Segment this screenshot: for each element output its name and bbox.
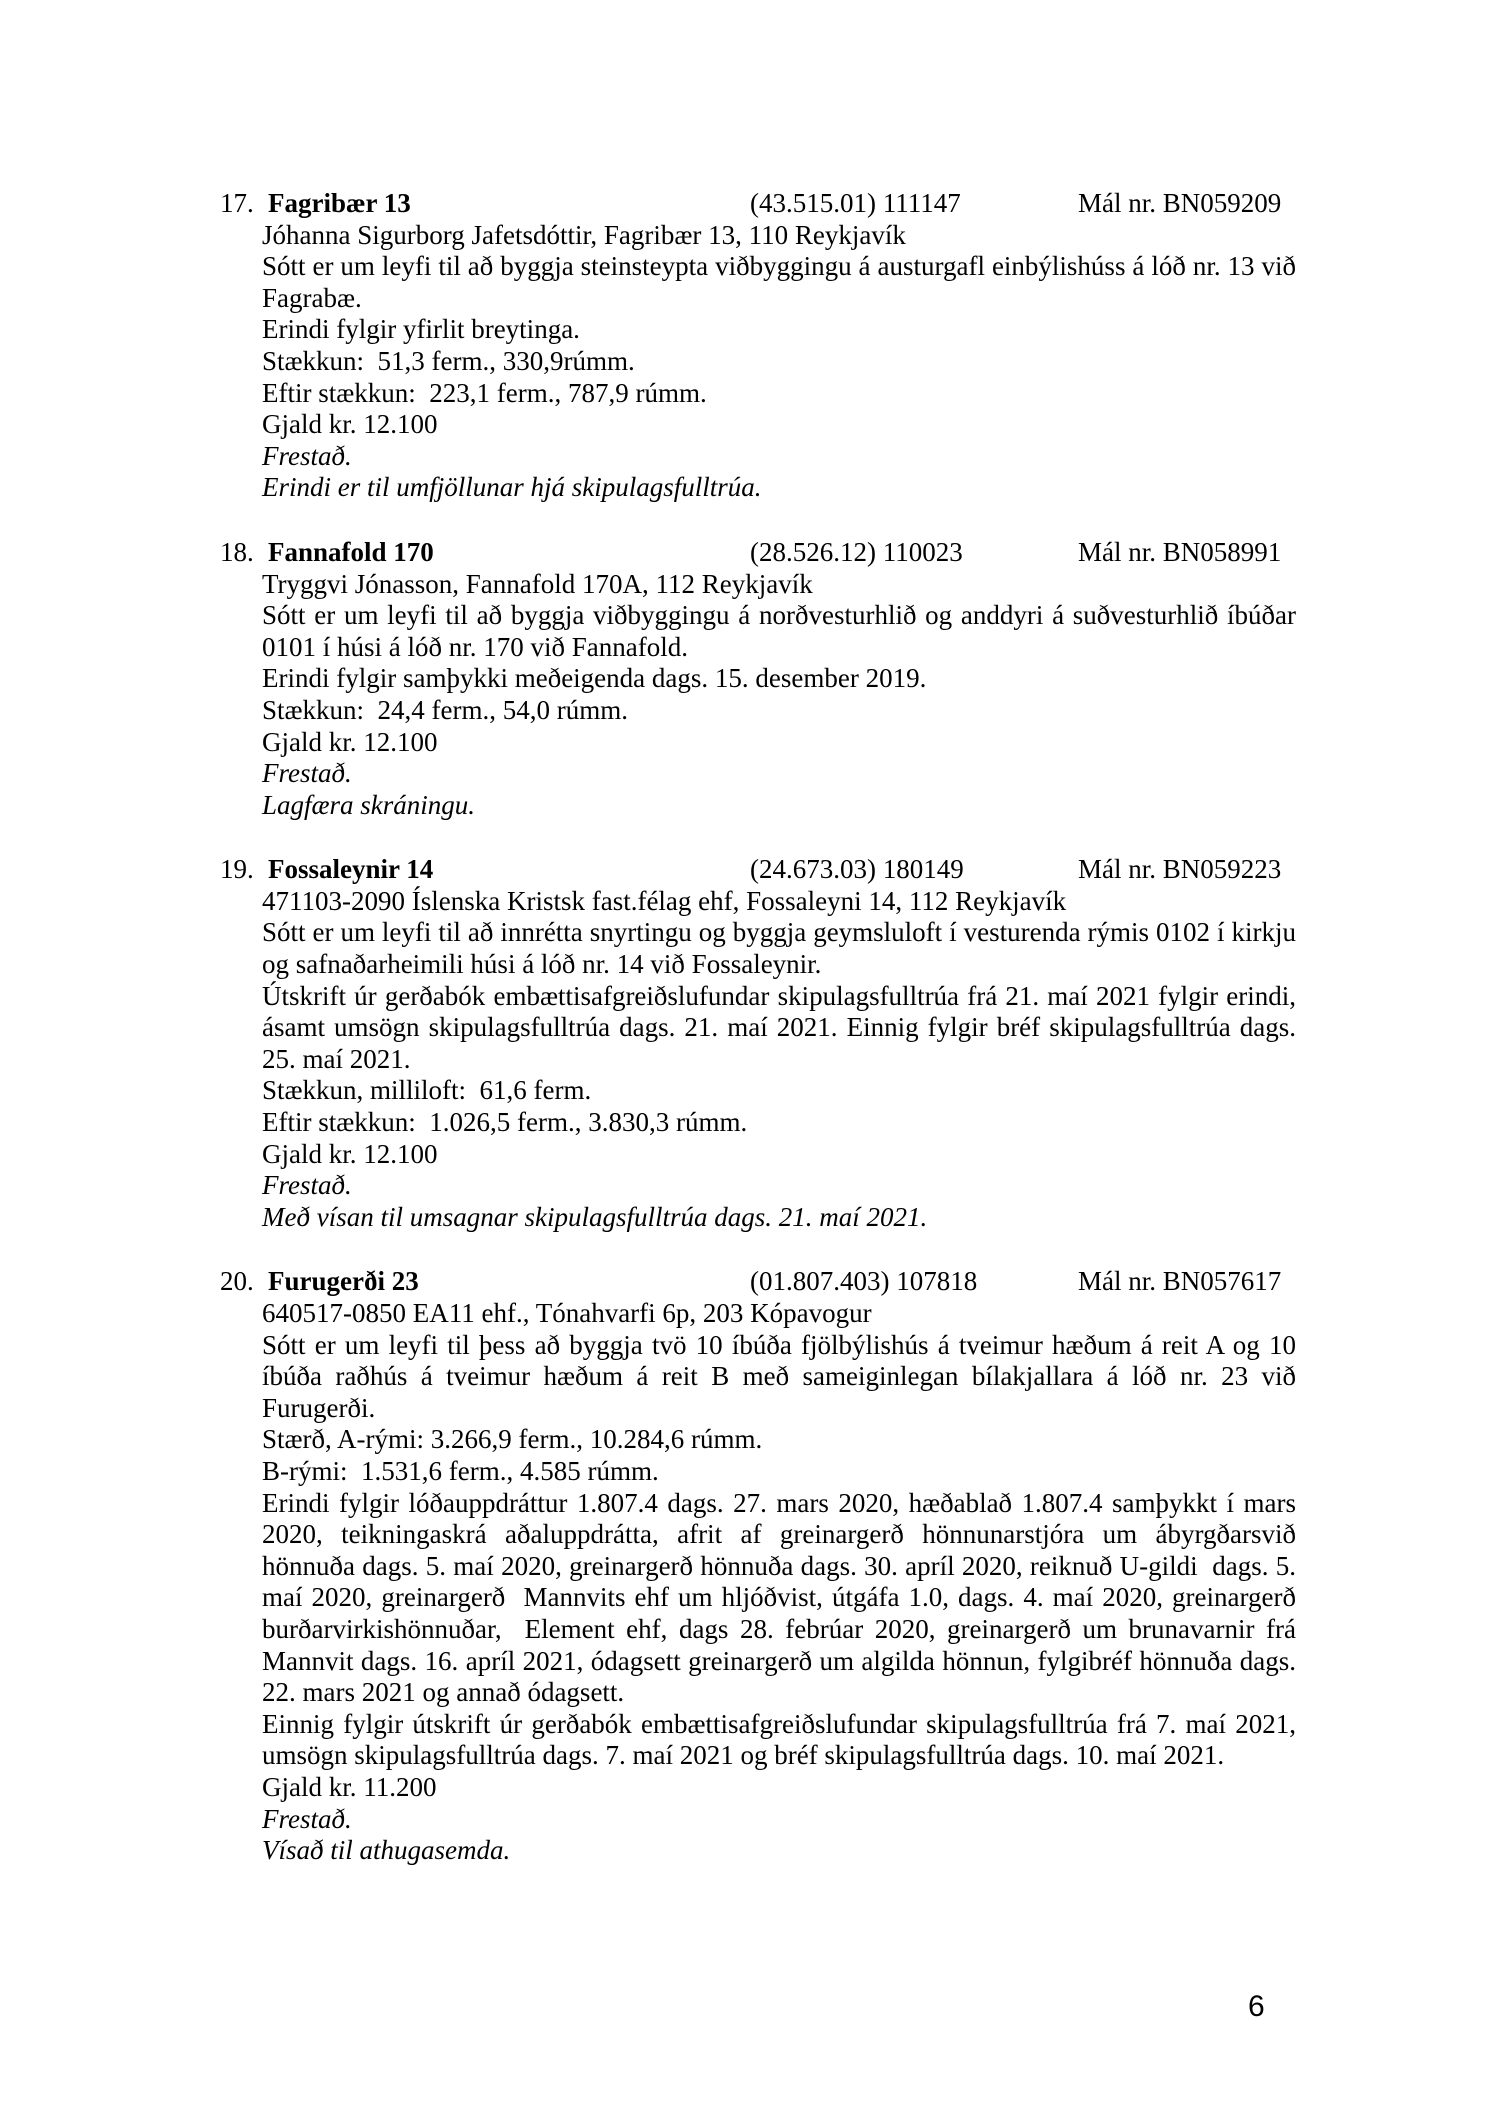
paragraph: Eftir stækkun: 223,1 ferm., 787,9 rúmm. [262, 377, 707, 408]
owner-line: 640517-0850 EA11 ehf., Tónahvarfi 6p, 203 Kópavogur [262, 1298, 872, 1328]
item-reference: (24.673.03) 180149 [750, 854, 964, 885]
paragraph: Sótt er um leyfi til þess að byggja tvö 10 íbúða fjölbýlishús á tveimur hæðum á reit A og 10 íbúða raðhús á tveimur hæðum á reit B með sameiginlegan bílakjallara á lóð nr. 23 við Furugerði. [262, 1329, 1303, 1423]
item-title: Fossaleynir 14 [268, 854, 434, 885]
paragraph: Gjald kr. 12.100 [262, 409, 438, 440]
paragraph: Frestað. [262, 1170, 352, 1201]
paragraph: Einnig fylgir útskrift úr gerðabók embættisafgreiðslufundar skipulagsfulltrúa frá 7. maí 2021, umsögn skipulagsfulltrúa dags. 7. maí 2021 og bréf skipulagsfulltrúa dags. 10. maí 2021. [262, 1708, 1303, 1771]
paragraph: Erindi fylgir samþykki meðeigenda dags. 15. desember 2019. [262, 663, 927, 694]
item-reference: (01.807.403) 107818 [750, 1266, 978, 1297]
item-body [262, 219, 1303, 504]
item-header [220, 854, 1298, 886]
item-number: 18. [220, 536, 254, 567]
paragraph: Með vísan til umsagnar skipulagsfulltrúa dags. 21. maí 2021. [262, 1201, 928, 1232]
item-number: 17. [220, 188, 254, 218]
paragraph: Erindi fylgir yfirlit breytinga. [262, 314, 580, 345]
item-body [262, 885, 1303, 1234]
owner-line: 471103-2090 Íslenska Kristsk fast.félag ehf, Fossaleyni 14, 112 Reykjavík [262, 885, 1067, 916]
paragraph: Eftir stækkun: 1.026,5 ferm., 3.830,3 rúmm. [262, 1107, 748, 1138]
item-body [262, 568, 1303, 822]
paragraph: Sótt er um leyfi til að innrétta snyrtingu og byggja geymsluloft í vesturenda rýmis 0102 í kirkju og safnaðarheimili húsi á lóð nr. 14 við Fossaleynir. [262, 917, 1303, 980]
paragraph: Erindi fylgir lóðauppdráttur 1.807.4 dags. 27. mars 2020, hæðablað 1.807.4 samþykkt í mars 2020, teikningaskrá aðaluppdrátta, afrit af greinargerð hönnunarstjóra um ábyrgðarsvið hönnuða dags. 5. maí 2020, greinargerð hönnuða dags. 30. apríl 2020, reiknuð U-gildi dags. 5. maí 2020, greinargerð Mannvits ehf um hljóðvist, útgáfa 1.0, dags. 4. maí 2020, greinargerð burðarvirkishönnuðar, Element ehf, dags 28. febrúar 2020, greinargerð um brunavarnir frá Mannvit dags. 16. apríl 2021, ódagsett greinargerð um algilda hönnun, fylgibréf hönnuða dags. 22. mars 2021 og annað ódagsett. [262, 1487, 1303, 1708]
paragraph: Stækkun: 24,4 ferm., 54,0 rúmm. [262, 694, 628, 725]
paragraph: Stærð, A-rými: 3.266,9 ferm., 10.284,6 rúmm. [262, 1424, 763, 1455]
item-paragraphs [262, 917, 1303, 1233]
owner-line: Tryggvi Jónasson, Fannafold 170A, 112 Reykjavík [262, 568, 813, 599]
paragraph: Sótt er um leyfi til að byggja viðbyggingu á norðvesturhlið og anddyri á suðvesturhlið íbúðar 0101 í húsi á lóð nr. 170 við Fannafold. [262, 600, 1303, 662]
agenda-item [220, 536, 1303, 821]
item-case-number: Mál nr. BN057617 [1078, 1266, 1282, 1297]
paragraph: Frestað. [262, 758, 352, 789]
paragraph: Útskrift úr gerðabók embættisafgreiðslufundar skipulagsfulltrúa frá 21. maí 2021 fylgir erindi, ásamt umsögn skipulagsfulltrúa dags. 21. maí 2021. Einnig fylgir bréf skipulagsfulltrúa dags. 25. maí 2021. [262, 980, 1303, 1074]
item-paragraphs [262, 600, 1303, 821]
paragraph: Gjald kr. 11.200 [262, 1771, 437, 1802]
item-title: Fagribær 13 [268, 188, 411, 218]
owner-line: Jóhanna Sigurborg Jafetsdóttir, Fagribær 13, 110 Reykjavík [262, 219, 906, 250]
items-list [220, 188, 1303, 1900]
paragraph: Lagfæra skráningu. [262, 789, 476, 820]
page-number: 6 [1248, 1990, 1265, 2023]
paragraph: Erindi er til umfjöllunar hjá skipulagsfulltrúa. [262, 472, 762, 503]
item-number: 20. [220, 1266, 254, 1297]
item-header [220, 188, 1298, 220]
item-reference: (43.515.01) 111147 [750, 188, 961, 218]
item-paragraphs [262, 1329, 1303, 1867]
item-body [262, 1298, 1303, 1867]
item-number: 19. [220, 854, 254, 885]
paragraph: Sótt er um leyfi til að byggja steinsteypta viðbyggingu á austurgafl einbýlishúss á lóð nr. 13 við Fagrabæ. [262, 251, 1303, 313]
item-header [220, 1266, 1298, 1298]
agenda-item [220, 854, 1303, 1233]
item-title: Fannafold 170 [268, 536, 434, 567]
item-header [220, 537, 1298, 569]
paragraph: Vísað til athugasemda. [262, 1835, 511, 1866]
item-paragraphs [262, 251, 1303, 504]
item-case-number: Mál nr. BN059223 [1078, 854, 1282, 885]
paragraph: Stækkun, milliloft: 61,6 ferm. [262, 1075, 592, 1106]
paragraph: Frestað. [262, 1803, 352, 1834]
agenda-item [220, 1266, 1303, 1866]
paragraph: Stækkun: 51,3 ferm., 330,9rúmm. [262, 345, 635, 376]
paragraph: Gjald kr. 12.100 [262, 726, 438, 757]
paragraph: Frestað. [262, 440, 352, 471]
item-reference: (28.526.12) 110023 [750, 536, 963, 567]
paragraph: B-rými: 1.531,6 ferm., 4.585 rúmm. [262, 1455, 659, 1486]
item-case-number: Mál nr. BN059209 [1078, 188, 1282, 218]
agenda-item [220, 188, 1303, 504]
item-case-number: Mál nr. BN058991 [1078, 536, 1282, 567]
item-title: Furugerði 23 [268, 1266, 419, 1297]
paragraph: Gjald kr. 12.100 [262, 1138, 438, 1169]
